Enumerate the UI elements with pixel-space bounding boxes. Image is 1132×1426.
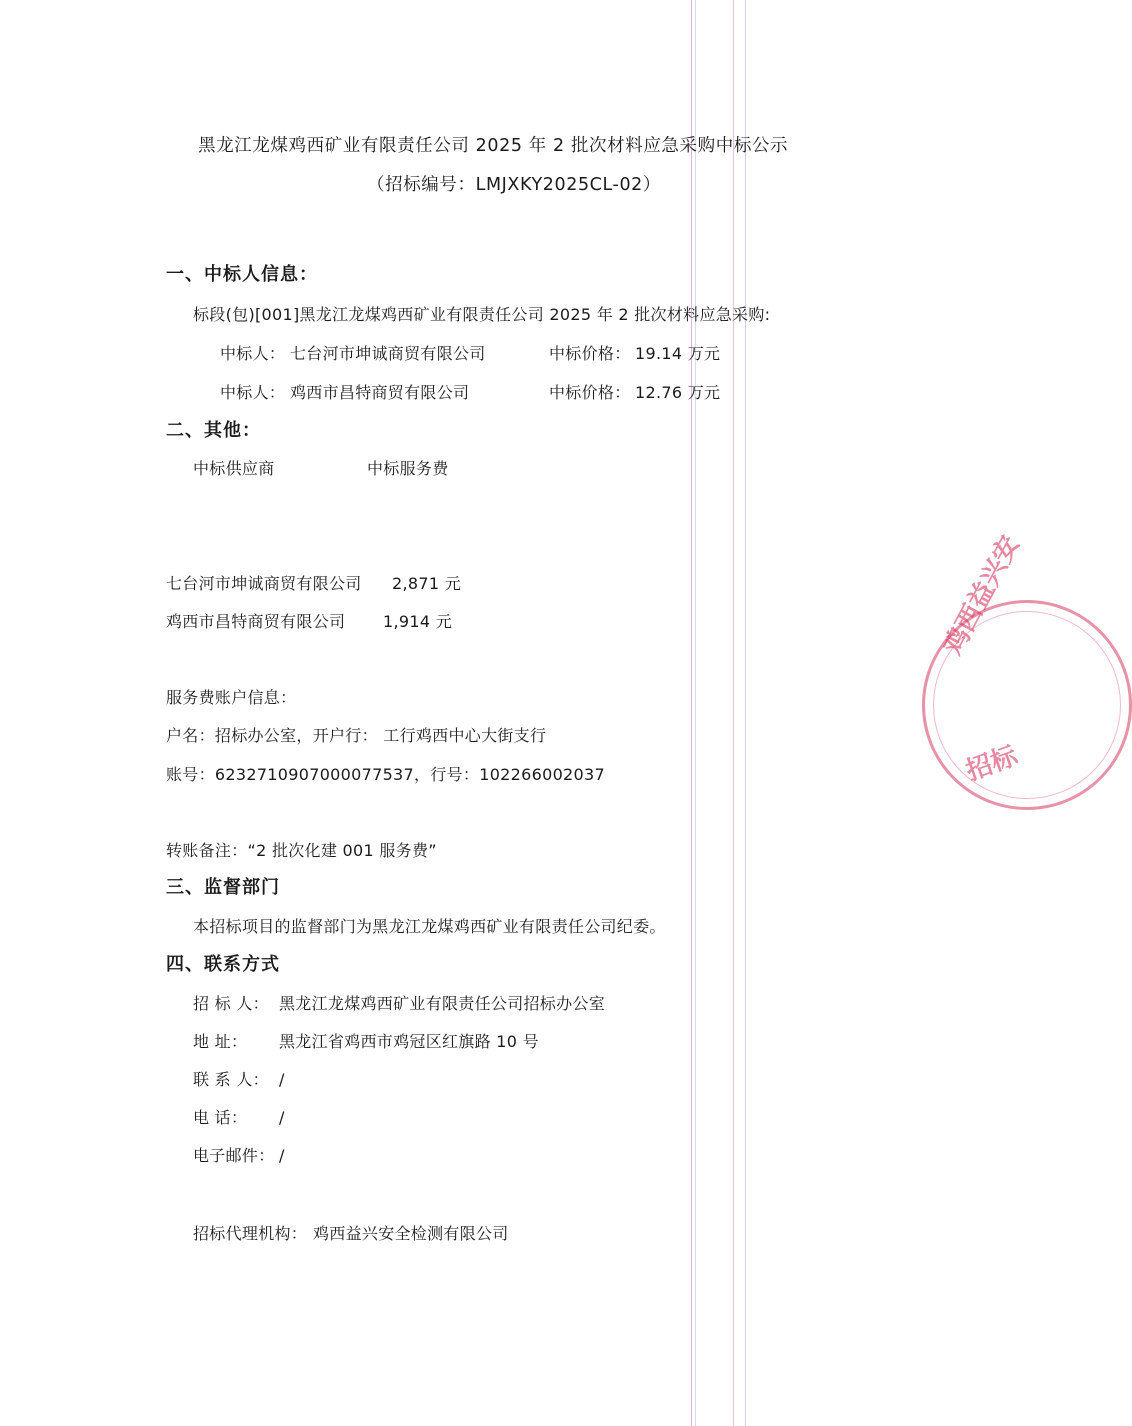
column-header-supplier: 中标供应商 <box>193 459 275 478</box>
company-seal <box>922 531 1132 810</box>
section-heading-contact: 四、联系方式 <box>166 954 280 975</box>
scan-line <box>733 0 734 1426</box>
winner-name: 鸡西市昌特商贸有限公司 <box>290 383 470 402</box>
winner-price: 12.76 万元 <box>635 383 721 402</box>
contact-label: 联 系 人： <box>193 1070 269 1089</box>
fee-supplier: 七台河市坤诚商贸有限公司 <box>166 574 362 593</box>
email-label: 电子邮件： <box>193 1146 275 1165</box>
section-heading-other: 二、其他： <box>166 420 261 441</box>
contact-value: / <box>279 1070 285 1089</box>
section-heading-winners: 一、中标人信息： <box>166 264 318 285</box>
supervision-text: 本招标项目的监督部门为黑龙江龙煤鸡西矿业有限责任公司纪委。 <box>193 917 666 936</box>
tenderer-value: 黑龙江龙煤鸡西矿业有限责任公司招标办公室 <box>279 994 606 1013</box>
seal-text-bottom: 招标 <box>962 740 1022 787</box>
address-label: 地 址： <box>193 1032 248 1051</box>
winner-price: 19.14 万元 <box>635 344 721 363</box>
phone-label: 电 话： <box>193 1108 248 1127</box>
email-value: / <box>279 1146 285 1165</box>
account-number: 账号：6232710907000077537，行号：102266002037 <box>166 765 605 784</box>
section-heading-supervision: 三、监督部门 <box>166 877 280 898</box>
winner-label: 中标人： <box>220 344 286 363</box>
column-header-fee: 中标服务费 <box>367 459 449 478</box>
agency-label: 招标代理机构： <box>193 1224 308 1243</box>
address-value: 黑龙江省鸡西市鸡冠区红旗路 10 号 <box>279 1032 539 1051</box>
phone-value: / <box>279 1108 285 1127</box>
scan-line <box>695 0 696 1426</box>
tenderer-label: 招 标 人： <box>193 994 269 1013</box>
transfer-note: 转账备注：“2 批次化建 001 服务费” <box>166 841 437 860</box>
scan-line <box>745 0 746 1426</box>
lot-description: 标段(包)[001]黑龙江龙煤鸡西矿业有限责任公司 2025 年 2 批次材料应急采购: <box>193 305 771 324</box>
winner-label: 中标人： <box>220 383 286 402</box>
account-name: 户名：招标办公室，开户行： 工行鸡西中心大街支行 <box>166 726 547 745</box>
winner-name: 七台河市坤诚商贸有限公司 <box>290 344 486 363</box>
price-label: 中标价格： <box>549 344 631 363</box>
price-label: 中标价格： <box>549 383 631 402</box>
account-info-title: 服务费账户信息： <box>166 688 297 707</box>
scan-line <box>691 0 692 1426</box>
tender-number: （招标编号：LMJXKY2025CL-02） <box>367 175 662 195</box>
seal-text-top: 鸡西益兴安 <box>938 531 1026 660</box>
fee-amount: 1,914 元 <box>383 612 452 631</box>
document-title: 黑龙江龙煤鸡西矿业有限责任公司 2025 年 2 批次材料应急采购中标公示 <box>198 136 789 156</box>
agency-name: 鸡西益兴安全检测有限公司 <box>313 1224 509 1243</box>
fee-amount: 2,871 元 <box>392 574 461 593</box>
fee-supplier: 鸡西市昌特商贸有限公司 <box>166 612 346 631</box>
